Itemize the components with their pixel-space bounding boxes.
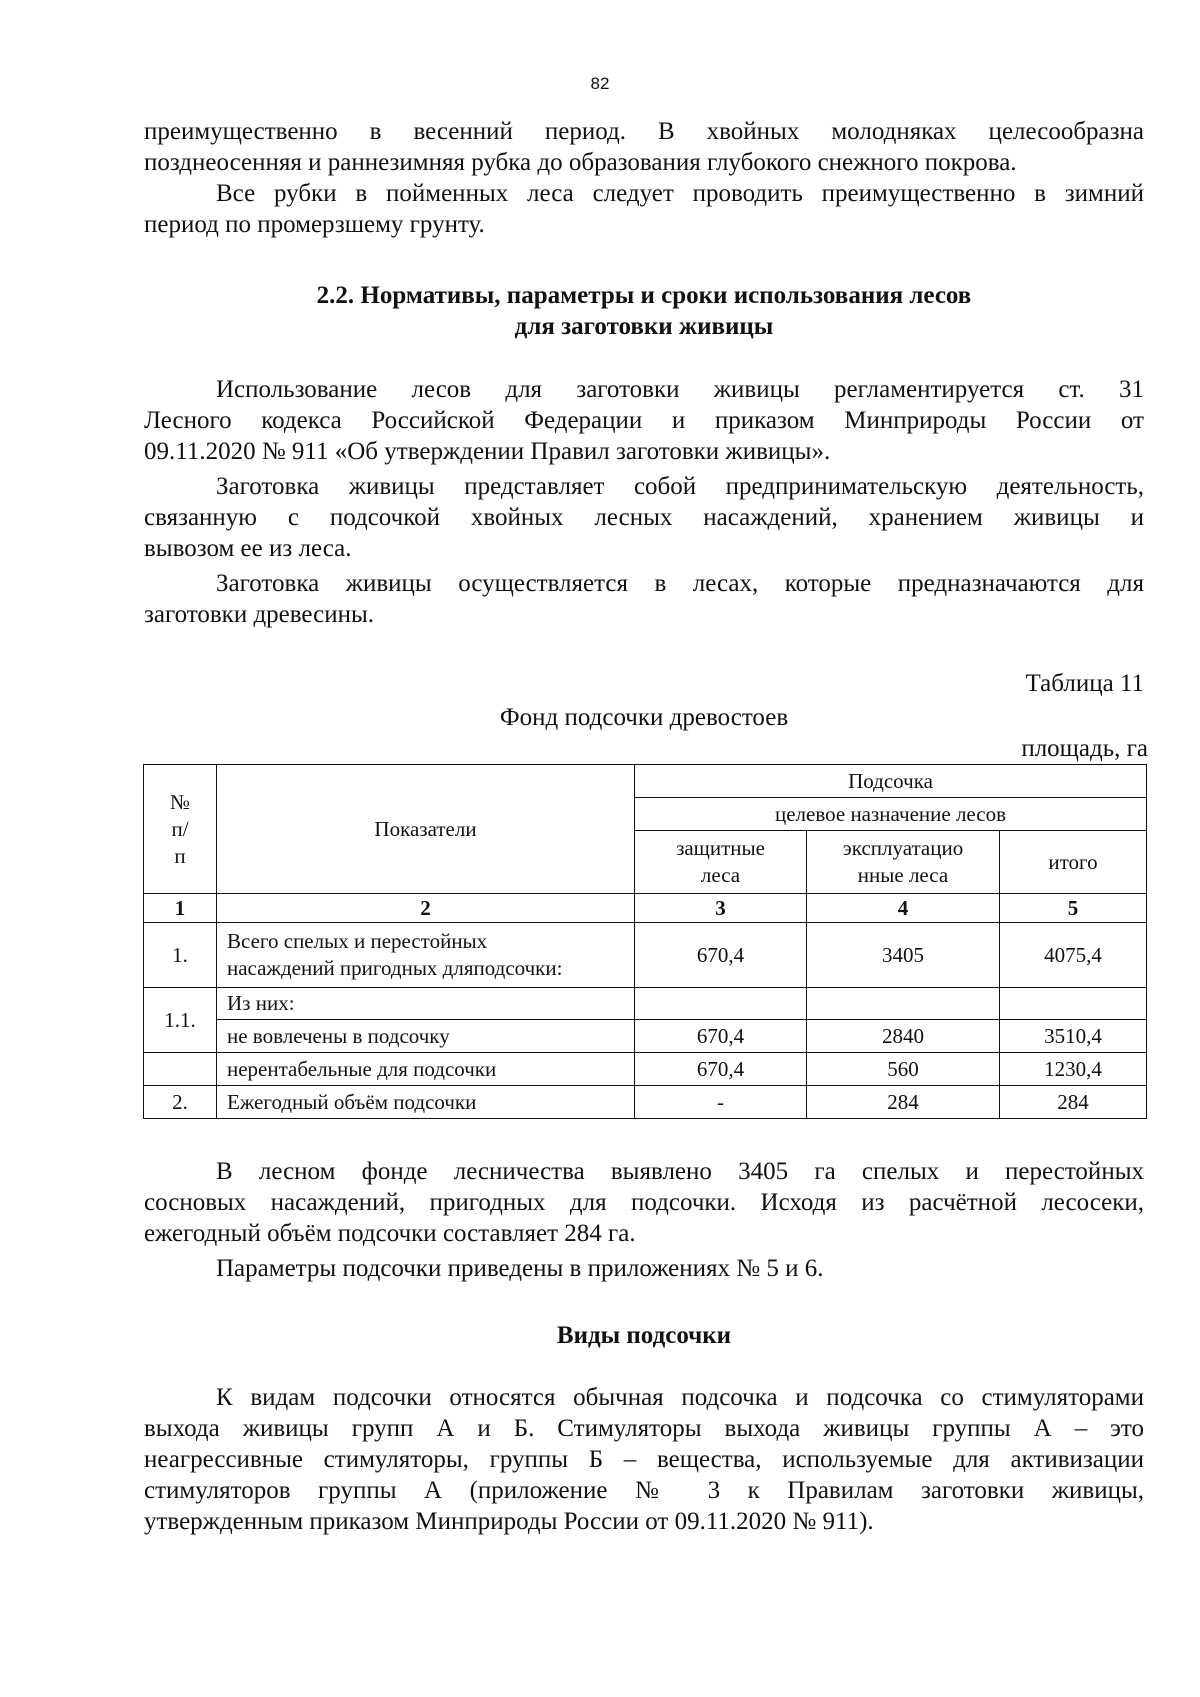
header-exploitation: эксплуатацио нные леса [807, 831, 1000, 894]
column-number-row [144, 894, 1147, 923]
table-row [144, 923, 1147, 988]
section-heading-line-1: 2.2. Нормативы, параметры и сроки использования лесов [316, 282, 972, 309]
header-num: № п/п [144, 765, 217, 894]
text-line: связанную с подсочкой хвойных лесных насаждений, хранением живицы и [144, 504, 1144, 531]
row-exploitation: 284 [807, 1086, 1000, 1119]
row-exploitation: 3405 [807, 923, 1000, 988]
row-label: Из них: [217, 988, 635, 1020]
intro-paragraph-2 [144, 178, 1144, 240]
text-line: К видам подсочки относятся обычная подсочка и подсочка со стимуляторами [216, 1384, 1144, 1411]
column-number: 4 [807, 894, 1000, 923]
row-protective: 670,4 [635, 1053, 807, 1086]
row-label: не вовлечены в подсочку [217, 1020, 635, 1053]
row-label: Всего спелых и перестойных насаждений пригодных дляподсочки: [217, 923, 635, 988]
text-line: преимущественно в весенний период. В хвойных молодняках целесообразна [144, 118, 1144, 145]
text-line: вывозом ее из леса. [144, 535, 352, 562]
column-number: 2 [217, 894, 635, 923]
header-indicators: Показатели [217, 765, 635, 894]
header-protective: защитные леса [635, 831, 807, 894]
text-line: период по промерзшему грунту. [144, 211, 485, 238]
row-total: 4075,4 [1000, 923, 1147, 988]
row-total: 1230,4 [1000, 1053, 1147, 1086]
text-line: Заготовка живицы представляет собой предпринимательскую деятельность, [216, 473, 1144, 500]
row-total: 3510,4 [1000, 1020, 1147, 1053]
page-number: 82 [590, 74, 610, 93]
row-protective: 670,4 [635, 1020, 807, 1053]
row-label: нерентабельные для подсочки [217, 1053, 635, 1086]
row-label: Ежегодный объём подсочки [217, 1086, 635, 1119]
row-protective [635, 988, 807, 1020]
row-exploitation: 2840 [807, 1020, 1000, 1053]
header-total: итого [1000, 831, 1147, 894]
text-line: В лесном фонде лесничества выявлено 3405 га спелых и перестойных [216, 1158, 1144, 1185]
table-unit: площадь, га [1021, 735, 1148, 762]
section-paragraph-2 [144, 471, 1144, 564]
text-line: стимуляторов группы А (приложение № 3 к Правилам заготовки живицы, [144, 1477, 1144, 1504]
row-exploitation: 560 [807, 1053, 1000, 1086]
forest-tapping-table [143, 764, 1147, 1119]
after-table-paragraph-2 [144, 1253, 1144, 1284]
section-paragraph-1 [144, 374, 1144, 467]
text-line: Параметры подсочки приведены в приложениях № 5 и 6. [216, 1255, 824, 1282]
column-number: 1 [144, 894, 217, 923]
text-line: заготовки древесины. [144, 601, 375, 628]
table-row [144, 988, 1147, 1020]
types-heading: Виды подсочки [556, 1322, 732, 1349]
table-row [144, 1020, 1147, 1053]
text-line: Лесного кодекса Российской Федерации и приказом Минприроды России от [144, 407, 1144, 434]
column-number: 5 [1000, 894, 1147, 923]
table-header-row [144, 765, 1147, 798]
row-total [1000, 988, 1147, 1020]
text-line: 09.11.2020 № 911 «Об утверждении Правил заготовки живицы». [144, 438, 831, 465]
text-line: неагрессивные стимуляторы, группы Б – вещества, используемые для активизации [144, 1446, 1144, 1473]
types-paragraph [144, 1382, 1144, 1537]
text-line: сосновых насаждений, пригодных для подсочки. Исходя из расчётной лесосеки, [144, 1189, 1144, 1216]
row-num: 1.1. [144, 988, 217, 1053]
header-group: Подсочка [635, 765, 1147, 798]
section-heading-line-2: для заготовки живицы [514, 313, 774, 340]
section-paragraph-3 [144, 568, 1144, 630]
section-heading [144, 280, 1144, 342]
table-title: Фонд подсочки древостоев [499, 704, 789, 731]
text-line: утвержденным приказом Минприроды России от 09.11.2020 № 911). [144, 1508, 874, 1535]
row-protective: 670,4 [635, 923, 807, 988]
header-subgroup: целевое назначение лесов [635, 798, 1147, 831]
text-line: выхода живицы групп А и Б. Стимуляторы выхода живицы группы А – это [144, 1415, 1144, 1442]
row-total: 284 [1000, 1086, 1147, 1119]
after-table-paragraph-1 [144, 1156, 1144, 1249]
row-num: 2. [144, 1086, 217, 1119]
table-row [144, 1053, 1147, 1086]
text-line: Заготовка живицы осуществляется в лесах, которые предназначаются для [216, 570, 1144, 597]
row-num: 1. [144, 923, 217, 988]
column-number: 3 [635, 894, 807, 923]
row-exploitation [807, 988, 1000, 1020]
text-line: позднеосенняя и раннезимняя рубка до образования глубокого снежного покрова. [144, 149, 1017, 176]
intro-paragraph-1 [144, 116, 1144, 178]
row-num [144, 1053, 217, 1086]
row-protective: - [635, 1086, 807, 1119]
text-line: ежегодный объём подсочки составляет 284 га. [144, 1220, 636, 1247]
text-line: Все рубки в пойменных леса следует проводить преимущественно в зимний [216, 180, 1144, 207]
table-label: Таблица 11 [1025, 670, 1144, 697]
text-line: Использование лесов для заготовки живицы регламентируется ст. 31 [216, 376, 1144, 403]
table-row [144, 1086, 1147, 1119]
